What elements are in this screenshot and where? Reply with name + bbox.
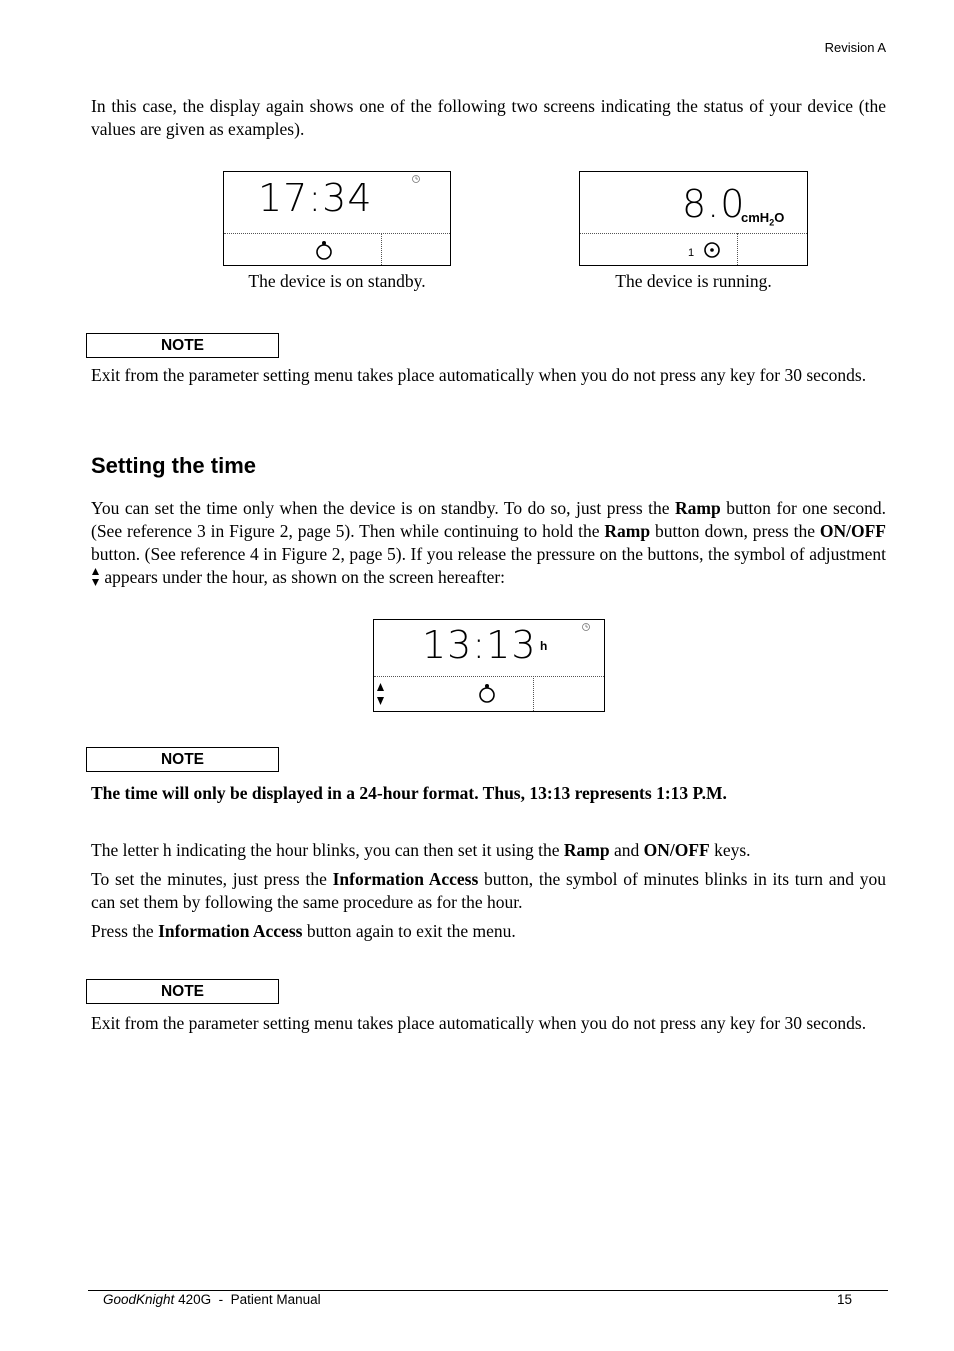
standby-caption: The device is on standby.	[248, 271, 426, 291]
adjust-arrows-icon	[376, 683, 385, 705]
clock-icon	[411, 174, 421, 184]
note-text-2: The time will only be displayed in a 24-hour format. Thus, 13:13 represents 1:13 P.M.	[91, 783, 727, 803]
footer-title: GoodKnight 420G - Patient Manual	[103, 1292, 321, 1307]
standby-power-icon	[314, 239, 334, 261]
lcd-standby-screen	[223, 171, 451, 266]
pressure-value: 8.0	[682, 182, 746, 226]
running-power-icon	[702, 240, 722, 260]
footer-page-number: 15	[837, 1292, 853, 1307]
note-text-3: Exit from the parameter setting menu takes place automatically when you do not press any key for 30 seconds.	[91, 1013, 867, 1033]
hour-blink-paragraph: The letter h indicating the hour blinks, you can then set it using the Ramp and ON/OFF keys.	[91, 840, 751, 860]
note-label-1: NOTE	[86, 333, 279, 358]
standby-time: 17:34	[258, 176, 373, 220]
minutes-paragraph: To set the minutes, just press the Information Access button, the symbol of minutes blinks in its turn and you can set them by following the same procedure as for the hour.	[91, 869, 886, 912]
running-caption: The device is running.	[615, 271, 772, 291]
lcd-running-screen	[579, 171, 808, 266]
section-title: Setting the time	[91, 453, 257, 478]
lcd-time-setting-screen	[373, 619, 605, 712]
exit-menu-paragraph: Press the Information Access button again to exit the menu.	[91, 921, 516, 941]
setting-time-value: 13:13	[422, 623, 537, 667]
note-label-2: NOTE	[86, 747, 279, 772]
header-revision: Revision A	[824, 40, 886, 55]
setting-time-paragraph: You can set the time only when the device is on standby. To do so, just press the Ramp button for one second. (See reference 3 in Figure 2, page 5). Then while continuing to hold the Ramp button down, press the ON/OFF button. (See reference 4 in Figure 2, page 5). If you release the pressure on the buttons, the symbol of adjustment appears under the hour, as shown on the screen hereafter:	[91, 498, 886, 587]
setting-power-icon	[477, 682, 497, 704]
running-indicator-number: 1	[688, 247, 695, 259]
intro-paragraph: In this case, the display again shows one of the following two screens indicating the status of your device (the values are given as examples).	[91, 96, 886, 139]
clock-icon	[581, 622, 591, 632]
note-label-3: NOTE	[86, 979, 279, 1004]
hour-unit: h	[540, 639, 548, 653]
pressure-unit: cmH$_2$O	[741, 210, 785, 228]
note-text-1: Exit from the parameter setting menu takes place automatically when you do not press any key for 30 seconds.	[91, 365, 867, 385]
footer-rule	[88, 1290, 888, 1291]
adjust-arrows-icon	[91, 568, 100, 586]
